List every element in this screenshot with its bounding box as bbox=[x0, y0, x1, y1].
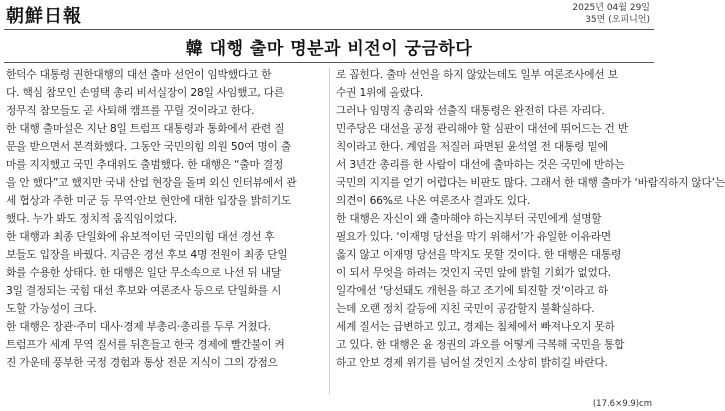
article-text-line: 다. 핵심 참모인 손영택 총리 비서실장이 28일 사임했고, 다른 bbox=[6, 86, 285, 99]
article-text-line: 한 대행과 최종 단일화에 유보적이던 국민의힘 대선 경선 후 bbox=[6, 230, 275, 243]
article-text-line: 칙이라고 한다. 계엄을 저질러 파면된 윤석열 전 대통령 밑에 bbox=[336, 140, 608, 153]
article-column-right bbox=[336, 66, 725, 372]
article-text-line: 3일 결정되는 국힘 대선 후보와 여론조사 등으로 단일화를 시 bbox=[6, 284, 282, 297]
article-text-line: 진 가운데 풍부한 국정 경험과 통상 전문 지식이 그의 강점으 bbox=[6, 356, 278, 369]
article-text-line: 트럼프가 세계 무역 질서를 뒤흔들고 한국 경제에 빨간불이 켜 bbox=[6, 338, 285, 351]
article-text-line: 국민의 지지를 얻기 어렵다는 비판도 많다. 그래서 한 대행 출마가 ‘바람직하지 않다’는 bbox=[336, 176, 725, 189]
article-text-line: 이 되서 무엇을 하려는 것인지 국민 앞에 밝힐 기회가 없었다. bbox=[336, 266, 611, 279]
article-text-line: 세계 질서는 급변하고 있고, 경제는 침체에서 빠져나오지 못하 bbox=[336, 320, 615, 333]
article-text-line: 수권 1위에 올랐다. bbox=[336, 86, 424, 99]
article-text-line: 옳지 않고 이재명 당선을 막지도 못할 것이다. 한 대행은 대통령 bbox=[336, 248, 622, 261]
masthead-rule bbox=[4, 29, 654, 30]
article-text-line: 을 안 했다”고 했지만 국내 산업 현장을 돌며 외신 인터뷰에서 관 bbox=[6, 176, 297, 189]
article-column-left bbox=[6, 66, 324, 372]
article-text-line: 보들도 입장을 바꿨다. 지금은 경선 후보 4명 전원이 최종 단일 bbox=[6, 248, 288, 261]
article-text-line: 했다. 누가 봐도 정치적 움직임이었다. bbox=[6, 212, 178, 225]
column-divider bbox=[329, 68, 330, 394]
article-text-line: 그러나 임명직 총리와 선출직 대통령은 완전히 다른 자리다. bbox=[336, 104, 605, 117]
clipping-size-note: (17.6×9.9)cm bbox=[592, 399, 652, 409]
article-text-line: 한 대행은 장관·주미 대사·경제 부총리·총리를 두루 거쳤다. bbox=[6, 320, 271, 333]
article-text-line: 필요가 있다. ‘이재명 당선을 막기 위해서’가 유일한 이유라면 bbox=[336, 230, 611, 243]
article-text-line: 로 꼽힌다. 출마 선언을 하지 않았는데도 일부 여론조사에선 보 bbox=[336, 68, 618, 81]
masthead-logo: 朝鮮日報 bbox=[6, 6, 82, 27]
article-text-line: 한 대행은 자신이 왜 출마해야 하는지부터 국민에게 설명할 bbox=[336, 212, 602, 225]
article-text-line: 문을 받으면서 본격화했다. 그동안 국민의힘 의원 50여 명이 출 bbox=[6, 140, 291, 153]
article-text-line: 한덕수 대통령 권한대행의 대선 출마 선언이 임박했다고 한 bbox=[6, 68, 272, 81]
article-text-line: 고 있다. 한 대행은 윤 정권의 과오를 어떻게 극복해 국민을 통합 bbox=[336, 338, 625, 351]
article-text-line: 도할 가능성이 크다. bbox=[6, 302, 97, 315]
article-text-line: 세 협상과 주한 미군 등 무역·안보 현안에 대한 입장을 밝히기도 bbox=[6, 194, 292, 207]
article-headline: 韓 대행 출마 명분과 비전이 궁금하다 bbox=[185, 39, 473, 59]
headline-rule bbox=[4, 62, 654, 63]
article-text-line: 일각에선 ‘당선돼도 개헌을 하고 조기에 퇴진할 것’이라고 하 bbox=[336, 284, 608, 297]
article-text-line: 정무직 참모들도 곧 사퇴해 캠프를 꾸릴 것이라고 한다. bbox=[6, 104, 255, 117]
article-text-line: 서 3년간 총리를 한 사람이 대선에 출마하는 것은 국민에 반하는 bbox=[336, 158, 625, 171]
article-text-line: 마를 지지했고 국민 추대위도 출범했다. 한 대행은 “출마 결정 bbox=[6, 158, 284, 171]
issue-page: 35면 (오피니언) bbox=[585, 15, 650, 25]
issue-info bbox=[572, 2, 650, 26]
article-text-line: 는데 오랜 정치 갈등에 지친 국민이 공감할지 불확실하다. bbox=[336, 302, 595, 315]
article-text-line: 한 대행 출마설은 지난 8일 트럼프 대통령과 통화에서 관련 질 bbox=[6, 122, 285, 135]
article-text-line: 의견이 66%로 나온 여론조사 결과도 있다. bbox=[336, 194, 531, 207]
article-text-line: 민주당은 대선을 공정 관리해야 할 심판이 대선에 뛰어드는 건 반 bbox=[336, 122, 629, 135]
article-text-line: 화를 수용한 상태다. 한 대행은 일단 무소속으로 나선 뒤 내달 bbox=[6, 266, 281, 279]
issue-date: 2025년 04월 29일 bbox=[572, 3, 650, 13]
article-text-line: 하고 안보 경제 위기를 넘어설 것인지 소상히 밝히길 바란다. bbox=[336, 356, 608, 369]
